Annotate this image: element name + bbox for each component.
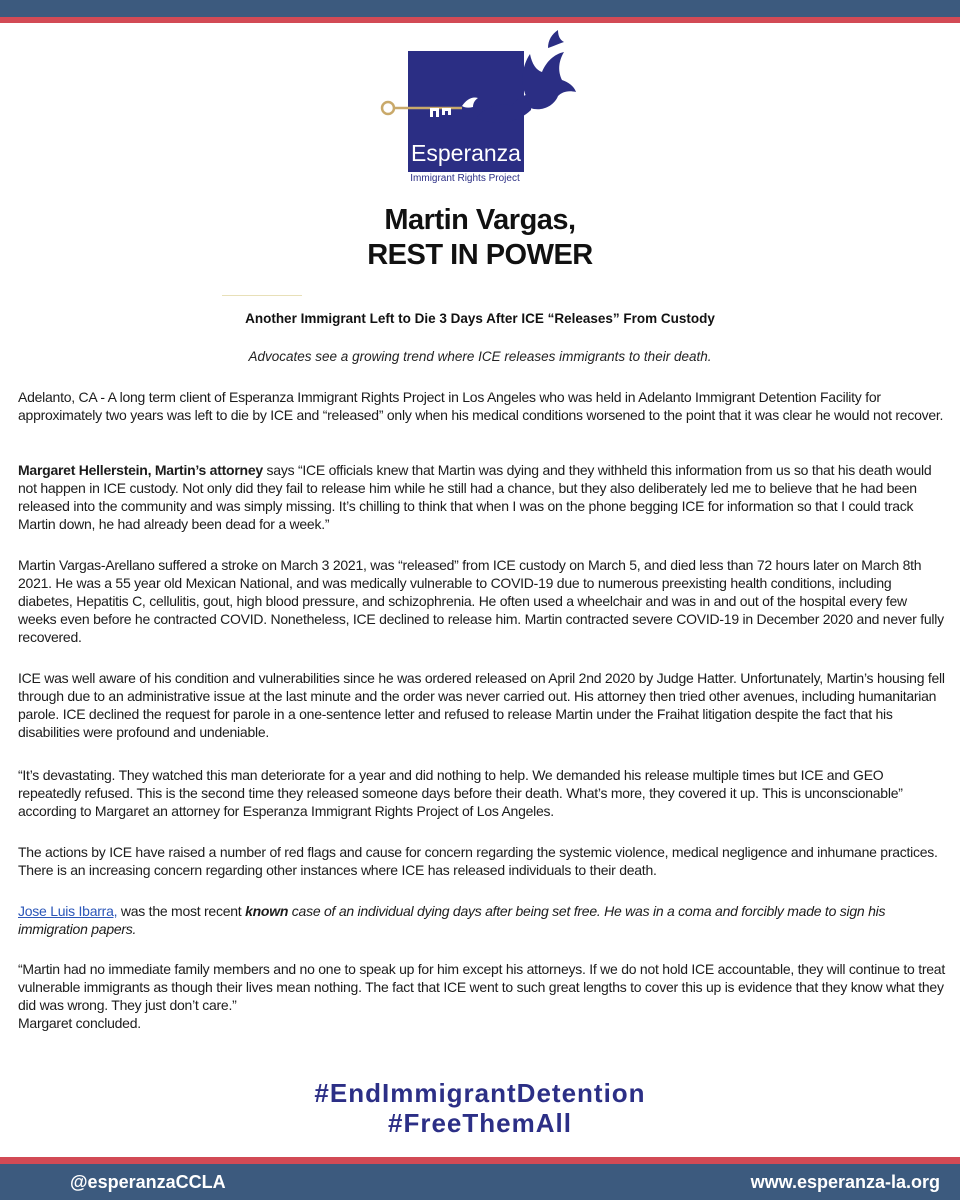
paragraph-6: The actions by ICE have raised a number of red flags and cause for concern regarding the systemic violence, medical negligence and inhumane practices. There is an increasing concern regarding other instances where ICE has released individuals to their death.: [18, 844, 938, 878]
jose-luis-ibarra-link[interactable]: Jose Luis Ibarra,: [18, 903, 118, 919]
esperanza-logo: [376, 26, 586, 188]
hashtag-free-them-all[interactable]: #FreeThemAll: [388, 1108, 572, 1138]
quote-attribution: Margaret concluded.: [18, 1015, 141, 1031]
paragraph-5: “It’s devastating. They watched this man deteriorate for a year and did nothing to help. We demanded his release multiple times but ICE and GEO repeatedly refused. This is the second time they released someone days before their death. What’s more, they covered it up. This is unconscionable” according to Margaret an attorney for Esperanza Immigrant Rights Project of Los Angeles.: [18, 767, 903, 819]
paragraph-2: [18, 461, 948, 533]
paragraph-1: Adelanto, CA - A long term client of Esperanza Immigrant Rights Project in Los Angeles who was held in Adelanto Immigrant Detention Facility for approximately two years was left to die by ICE and “released” only when his medical conditions worsened to the point that it was clear he would not recover.: [18, 389, 944, 423]
page-title: [0, 203, 960, 273]
release-headline: Another Immigrant Left to Die 3 Days After ICE “Releases” From Custody: [245, 311, 715, 326]
title-line-1: Martin Vargas,: [384, 204, 576, 236]
release-subhead: Advocates see a growing trend where ICE releases immigrants to their death.: [248, 349, 712, 364]
flying-dove-icon: [523, 52, 576, 109]
known-emphasis: known: [245, 903, 289, 919]
logo-subtitle: Immigrant Rights Project: [410, 173, 520, 184]
attorney-quote: says “ICE officials knew that Martin was dying and they withheld this information from us so that his death would not happen in ICE custody. Not only did they fail to release him while he still had a chance, but they also deliberately led me to believe that he had been released into the community and was simply missing. It’s chilling to think that when I was on the phone begging ICE for information so that I could track Martin down, he had already been dead for a week.”: [18, 462, 932, 532]
title-line-2: REST IN POWER: [367, 239, 593, 271]
top-navy-band: [0, 0, 960, 17]
website-link[interactable]: www.esperanza-la.org: [750, 1172, 940, 1192]
paragraph-8: “Martin had no immediate family members and no one to speak up for him except his attorneys. If we do not hold ICE accountable, they will continue to treat vulnerable immigrants as though their lives mean nothing. The fact that ICE went to such great lengths to cover this up is evidence that they know what they did was wrong. They just don’t care.” Margaret concluded.: [18, 961, 945, 1031]
social-handle[interactable]: @esperanzaCCLA: [70, 1172, 226, 1192]
top-red-stripe: [0, 17, 960, 23]
paragraph-7: Jose Luis Ibarra, was the most recent known case of an individual dying days after being set free. He was in a coma and forcibly made to sign his immigration papers.: [18, 903, 886, 937]
hashtag-end-immigrant-detention[interactable]: #EndImmigrantDetention: [314, 1078, 646, 1108]
paragraph-3: Martin Vargas-Arellano suffered a stroke on March 3 2021, was “released” from ICE custody on March 5, and died less than 72 hours later on March 8th 2021. He was a 55 year old Mexican National, and was medically vulnerable to COVID-19 due to numerous preexisting health conditions, including diabetes, Hepatitis C, cellulitis, gout, high blood pressure, and schizophrenia. He often used a wheelchair and was in and out of the hospital every few weeks even before he contracted COVID. Nonetheless, ICE declined to release him. Martin contracted severe COVID-19 in December 2020 and never fully recovered.: [18, 557, 944, 645]
paragraph-4: ICE was well aware of his condition and vulnerabilities since he was ordered released on April 2nd 2020 by Judge Hatter. Unfortunately, Martin’s housing fell through due to an administrative issue at the last minute and the order was never carried out. His attorney then tried other avenues, including humanitarian parole. ICE declined the request for parole in a one-sentence letter and refused to release Martin under the Fraihat litigation despite the fact that his disabilities were profound and undeniable.: [18, 670, 945, 740]
attorney-name: Margaret Hellerstein, Martin’s attorney: [18, 462, 263, 478]
bottom-red-stripe: [0, 1157, 960, 1164]
divider: [222, 295, 302, 296]
svg-text:Esperanza: Esperanza: [411, 140, 521, 166]
hashtags: [0, 1078, 960, 1138]
